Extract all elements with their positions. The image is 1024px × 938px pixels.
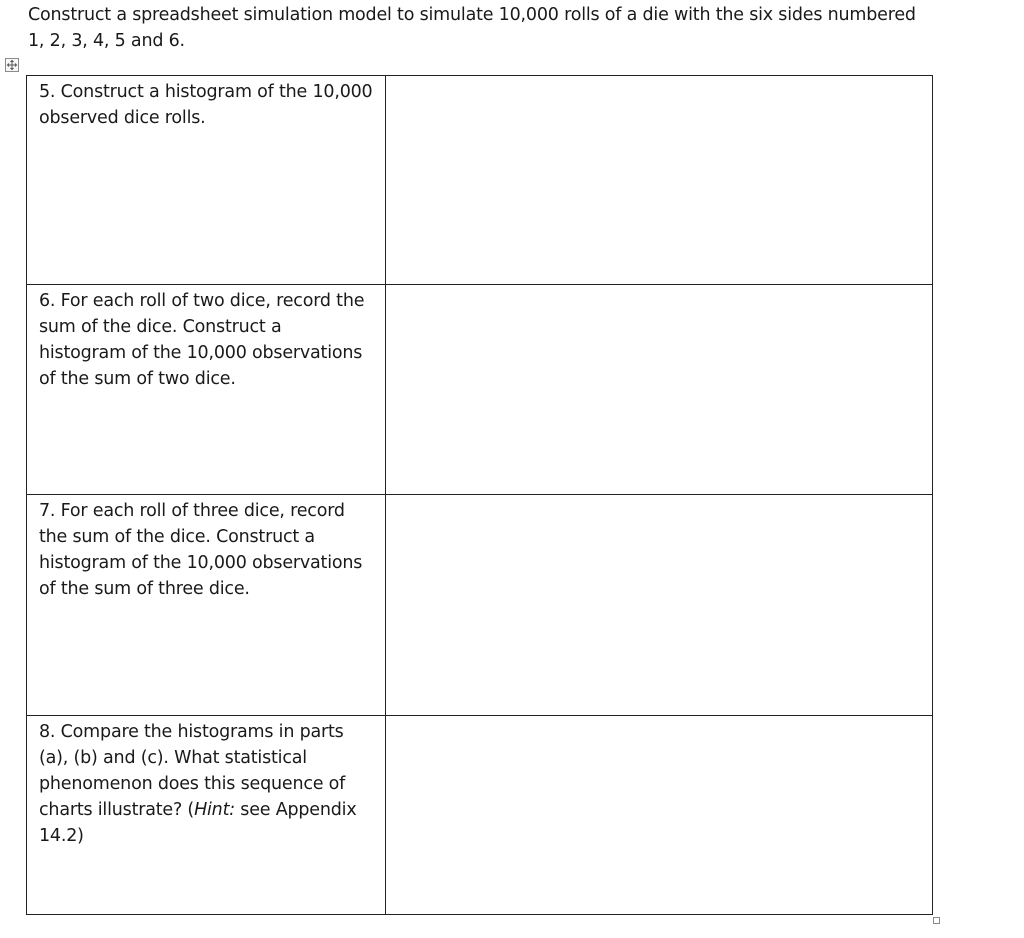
instructions-line-2: 1, 2, 3, 4, 5 and 6. — [28, 31, 185, 51]
question-5-text: 5. Construct a histogram of the 10,000 observed dice rolls. — [39, 82, 373, 128]
answer-cell[interactable] — [385, 495, 932, 716]
answer-cell[interactable] — [385, 285, 932, 495]
question-answer-table — [26, 75, 933, 915]
answer-cell[interactable] — [385, 716, 932, 915]
table-row — [27, 285, 933, 495]
hint-label: Hint: — [194, 800, 235, 820]
table-resize-handle[interactable] — [933, 917, 940, 924]
question-cell[interactable] — [27, 76, 386, 285]
table-row — [27, 76, 933, 285]
question-7-text: 7. For each roll of three dice, record the sum of the dice. Construct a histogram of the 10,000 observations of the sum of three dice. — [39, 501, 363, 599]
question-cell[interactable] — [27, 285, 386, 495]
table-row — [27, 495, 933, 716]
table-move-handle-icon[interactable] — [5, 58, 19, 72]
answer-cell[interactable] — [385, 76, 932, 285]
table-row — [27, 716, 933, 915]
question-8-text: 8. Compare the histograms in parts (a), (b) and (c). What statistical phenomenon does this sequence of charts illustrate? (Hint: see Appendix 14.2) — [39, 722, 357, 846]
question-cell[interactable] — [27, 495, 386, 716]
instructions-line-1: Construct a spreadsheet simulation model to simulate 10,000 rolls of a die with the six sides numbered — [28, 5, 916, 25]
question-6-text: 6. For each roll of two dice, record the sum of the dice. Construct a histogram of the 10,000 observations of the sum of two dice. — [39, 291, 365, 389]
instructions-paragraph — [28, 2, 988, 54]
question-cell[interactable] — [27, 716, 386, 915]
